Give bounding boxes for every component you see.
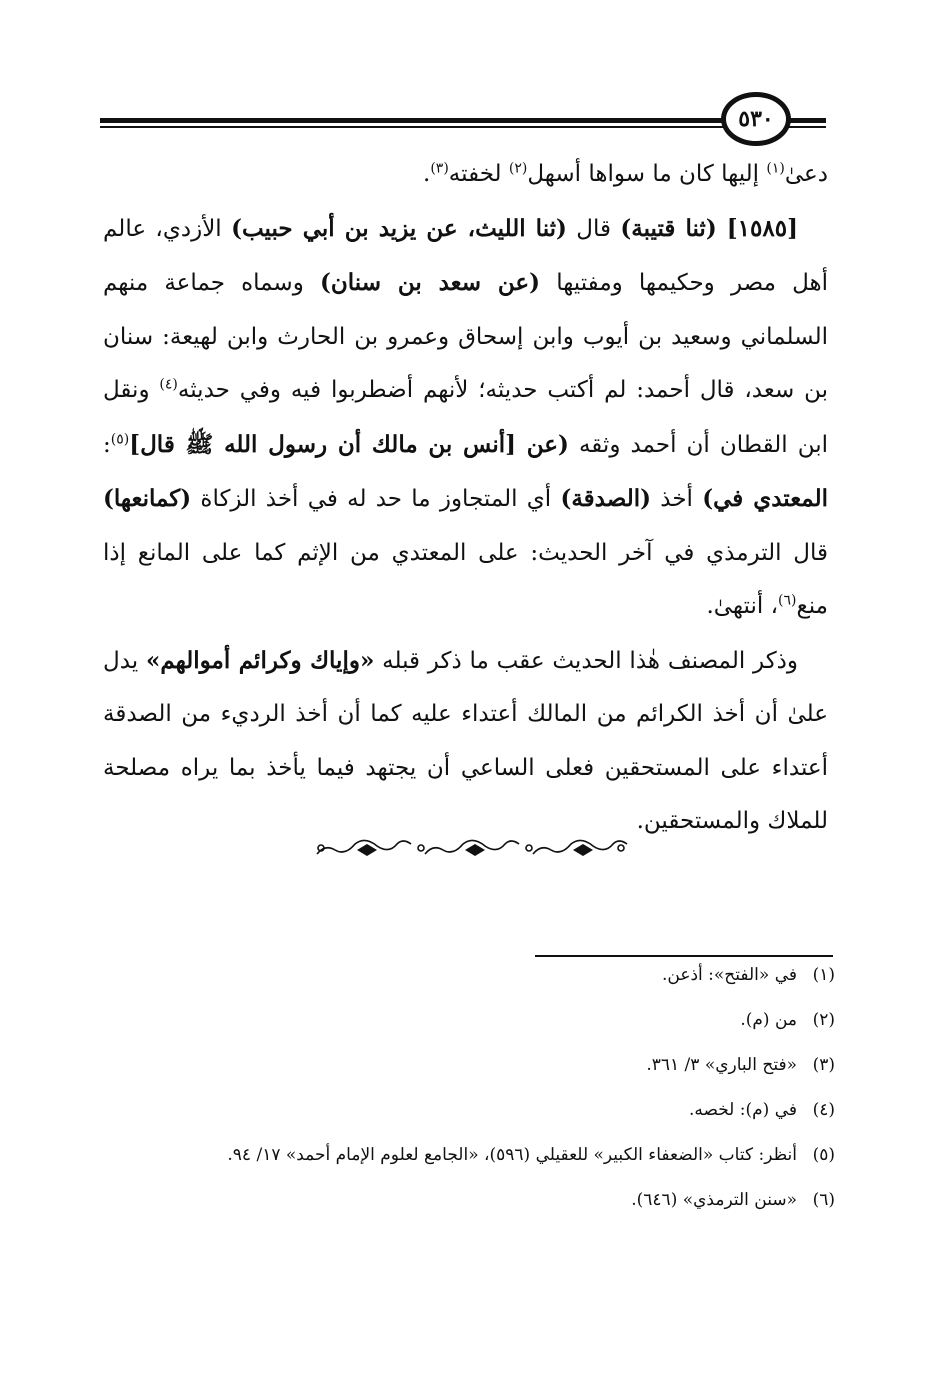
footnote-item: [100, 1007, 835, 1033]
paragraph-2: [١٥٨٥] (ثنا قتيبة) قال (ثنا الليث، عن يزيد بن أبي حبيب) الأزدي، عالم أهل مصر وحكيمها ومفتيها (عن سعد بن سنان) وسماه جماعة منهم السلماني وسعيد بن أيوب وابن إسحاق وعمرو بن الحارث وابن لهيعة: سنان بن سعد، قال أحمد: لم أكتب حديثه؛ لأنهم أضطربوا فيه وفي حديثه$^{(٤)}$ ونقل ابن القطان أن أحمد وثقه (عن [أنس بن مالك أن رسول الله ﷺ قال]$^{(٥)}$: المعتدي في) أخذ (الصدقة) أي المتجاوز ما حد له في أخذ الزكاة (كمانعها) قال الترمذي في آخر الحديث: على المعتدي من الإثم كما على المانع إذا منع$^{(٦)}$، أنتهىٰ.: [103, 214, 829, 619]
header-rule-thick: [100, 118, 724, 123]
footnote-text: أنظر: كتاب «الضعفاء الكبير» للعقيلي (٥٩٦)، «الجامع لعلوم الإمام أحمد» ١٧/ ٩٤.: [227, 1145, 797, 1165]
ornament-divider: [313, 832, 629, 872]
header-rule-thin: [100, 126, 724, 128]
footnote-item: [100, 1187, 835, 1213]
footnote-number: (١): [812, 965, 835, 985]
footnote-ref-4[interactable]: (٤): [159, 376, 178, 393]
footnote-item: [100, 962, 835, 988]
footnote-ref-6[interactable]: (٦): [778, 592, 797, 609]
footnote-item: [100, 1097, 835, 1123]
footnote-item: [100, 1142, 835, 1168]
page-number-badge: [721, 92, 791, 146]
footnote-ref-2[interactable]: (٢): [508, 160, 528, 177]
page-number: ٥٣٠: [738, 106, 774, 132]
footnote-number: (٦): [812, 1190, 835, 1210]
paragraph-3: وذكر المصنف هٰذا الحديث عقب ما ذكر قبله «وإياك وكرائم أموالهم» يدل علىٰ أن أخذ الكرائم من المالك أعتداء عليه كما أن أخذ الرديء من الصدقة أعتداء على المستحقين فعلى الساعي أن يجتهد فيما يأخذ بما يراه مصلحة للملاك والمستحقين.: [103, 646, 828, 834]
footnotes: [100, 962, 835, 1232]
footnote-text: في «الفتح»: أذعن.: [661, 965, 797, 985]
footnote-item: [100, 1052, 835, 1078]
footnote-ref-5[interactable]: (٥): [110, 430, 130, 447]
footnote-number: (٣): [812, 1055, 835, 1075]
header-rule-right-thick: [788, 118, 826, 123]
footnote-ref-1[interactable]: (١): [766, 160, 785, 177]
footnote-number: (٤): [812, 1100, 835, 1120]
footnote-number: (٥): [812, 1145, 835, 1165]
footnote-text: «سنن الترمذي» (٦٤٦).: [631, 1190, 797, 1210]
footnote-number: (٢): [812, 1010, 835, 1030]
footnote-separator: [535, 955, 833, 957]
footnote-ref-3[interactable]: (٣): [430, 160, 449, 177]
paragraph-1: دعىٰ$^{(١)}$ إليها كان ما سواها أسهل$^{(٢)}$ لخفته$^{(٣)}$.: [423, 160, 828, 187]
footnote-text: «فتح الباري» ٣/ ٣٦١.: [646, 1055, 797, 1075]
main-text: [103, 148, 828, 849]
footnote-text: من (م).: [740, 1010, 797, 1030]
footnote-text: في (م): لخصه.: [688, 1100, 797, 1120]
header-rule-right-thin: [788, 126, 826, 128]
